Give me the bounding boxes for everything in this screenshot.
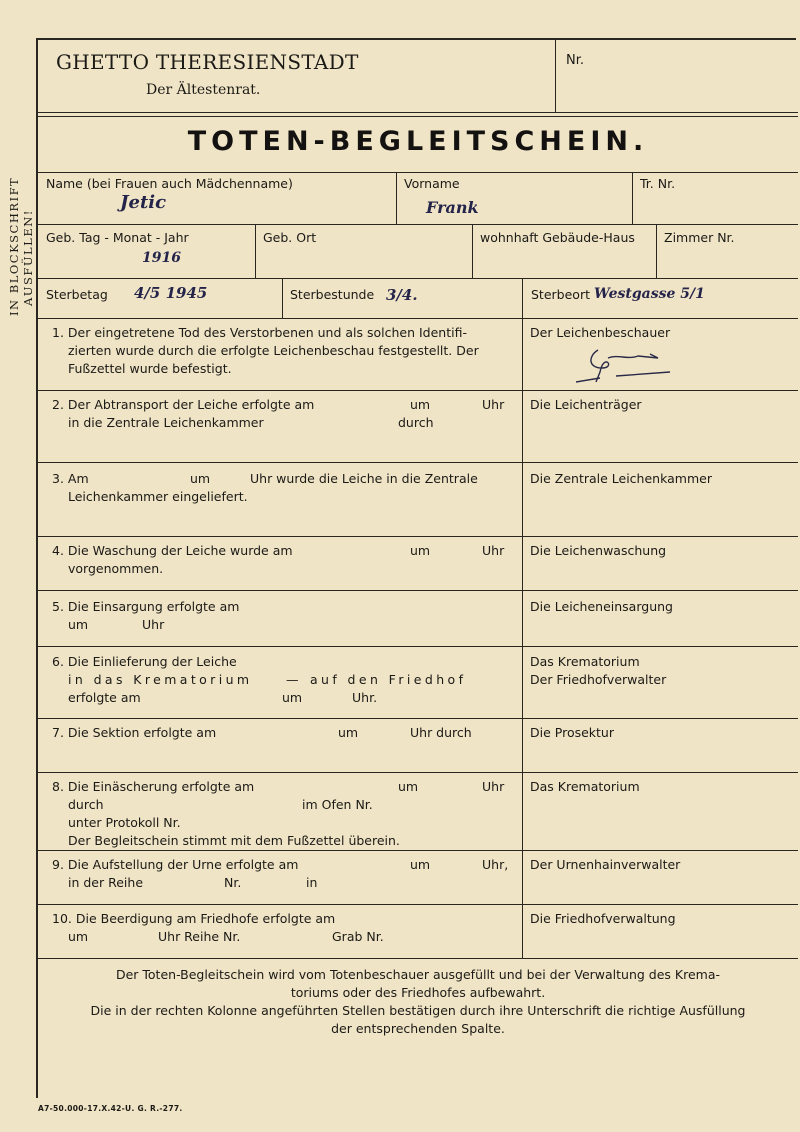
section-4-right: Die Leichenwaschung [530,543,667,558]
divider [38,772,798,773]
name-label: Name (bei Frauen auch Mädchenname) [46,176,293,191]
divider [38,958,798,959]
section-7-line1: 7. Die Sektion erfolgte am [52,725,217,740]
section-8-ofen: im Ofen Nr. [302,797,373,812]
section-10-line1: 10. Die Beerdigung am Friedhofe erfolgte am [52,911,336,926]
section-line: zierten wurde durch die erfolgte Leichenbeschau festgestellt. Der [68,343,479,358]
divider [632,172,633,224]
divider [38,318,798,319]
section-7-uhr: Uhr durch [410,725,472,740]
section-9-right: Der Urnenhainverwalter [530,857,681,872]
section-10-uhr: Uhr Reihe Nr. [158,929,241,944]
divider [282,278,283,318]
signature [558,338,718,388]
section-8-line3: unter Protokoll Nr. [68,815,181,830]
section-4-um: um [410,543,431,558]
section-9-nr: Nr. [224,875,242,890]
section-7-right: Die Prosektur [530,725,614,740]
section-9-um: um [410,857,431,872]
geb-ort-label: Geb. Ort [263,230,317,245]
sterbetag-label: Sterbetag [46,287,108,302]
section-2-um: um [410,397,431,412]
section-5-line2: um [68,617,89,632]
divider [38,390,798,391]
section-5-right: Die Leicheneinsargung [530,599,673,614]
org-sub: Der Ältestenrat. [146,82,261,98]
divider [38,904,798,905]
section-8-line4: Der Begleitschein stimmt mit dem Fußzettel überein. [68,833,400,848]
section-2-line2: in die Zentrale Leichenkammer [68,415,264,430]
death-certificate-form [36,38,796,1098]
divider [555,40,556,112]
geb-tag-value: 1916 [142,250,181,266]
section-8-right: Das Krematorium [530,779,640,794]
sterbestunde-label: Sterbestunde [290,287,375,302]
footer-line: toriums oder des Friedhofes aufbewahrt. [290,985,546,1000]
vorname-label: Vorname [404,176,460,191]
print-code: A7-50.000-17.X.42-U. G. R.-277. [38,1104,183,1113]
section-3-um: um [190,471,211,486]
tr-nr-label: Tr. Nr. [640,176,676,191]
divider [38,536,798,537]
divider [38,278,798,279]
section-6-sep: — [286,672,299,687]
section-line: 1. Der eingetretene Tod des Verstorbenen und als solchen Identifi- [52,325,467,340]
section-10-right: Die Friedhofverwaltung [530,911,676,926]
divider [396,172,397,224]
section-1-right: Der Leichenbeschauer [530,325,671,340]
section-1-text [52,324,514,378]
section-3-rest: Uhr wurde die Leiche in die Zentrale [250,471,478,486]
divider [38,172,798,173]
section-2-line1: 2. Der Abtransport der Leiche erfolgte am [52,397,315,412]
divider [656,224,657,278]
zimmer-label: Zimmer Nr. [664,230,735,245]
form-title: TOTEN-BEGLEITSCHEIN. [187,126,649,157]
divider [38,646,798,647]
divider [522,278,523,318]
divider [38,224,798,225]
section-6-um: um [282,690,303,705]
divider [38,850,798,851]
org-name: GHETTO THERESIENSTADT [56,50,359,74]
divider [38,116,798,117]
section-6-right2: Der Friedhofverwalter [530,672,667,687]
divider [38,718,798,719]
section-4-line2: vorgenommen. [68,561,164,576]
section-9-uhr: Uhr, [482,857,509,872]
section-4-uhr: Uhr [482,543,505,558]
section-9-in: in [306,875,318,890]
name-value: Jetic [120,192,167,213]
section-2-right: Die Leichenträger [530,397,642,412]
divider [38,462,798,463]
footer-line: Der Toten-Begleitschein wird vom Totenbeschauer ausgefüllt und bei der Verwaltung des Krema- [115,967,721,982]
section-9-line1: 9. Die Aufstellung der Urne erfolgte am [52,857,299,872]
sterbestunde-value: 3/4. [386,286,418,304]
geb-tag-label: Geb. Tag - Monat - Jahr [46,230,189,245]
section-3-right: Die Zentrale Leichenkammer [530,471,712,486]
section-10-grab: Grab Nr. [332,929,384,944]
section-2-uhr: Uhr [482,397,505,412]
section-7-um: um [338,725,359,740]
section-8-um: um [398,779,419,794]
section-4-line1: 4. Die Waschung der Leiche wurde am [52,543,293,558]
section-10-line2: um [68,929,89,944]
section-8-line1: 8. Die Einäscherung erfolgte am [52,779,255,794]
footer-line: der entsprechenden Spalte. [331,1021,505,1036]
section-6-right: Das Krematorium [530,654,640,669]
divider [38,112,798,113]
footer-note [38,966,798,1038]
side-instruction-line2: AUSFÜLLEN! [21,209,35,306]
section-6-line2: in das Krematorium [68,672,253,687]
section-3-line2: Leichenkammer eingeliefert. [68,489,248,504]
section-3-line1: 3. Am [52,471,89,486]
section-5-line1: 5. Die Einsargung erfolgte am [52,599,240,614]
section-6-uhr: Uhr. [352,690,378,705]
nr-label: Nr. [566,53,585,68]
sterbeort-label: Sterbeort [531,287,590,302]
section-8-uhr: Uhr [482,779,505,794]
column-divider [522,318,523,958]
sterbeort-value: Westgasse 5/1 [594,286,705,302]
section-5-uhr: Uhr [142,617,165,632]
divider [38,590,798,591]
section-8-line2: durch [68,797,104,812]
section-6-line3: erfolgte am [68,690,141,705]
divider [472,224,473,278]
section-6-line1: 6. Die Einlieferung der Leiche [52,654,237,669]
vorname-value: Frank [426,198,479,217]
wohnhaft-label: wohnhaft Gebäude-Haus [480,230,635,245]
section-2-durch: durch [398,415,434,430]
section-6-friedhof: auf den Friedhof [310,672,467,687]
section-line: Fußzettel wurde befestigt. [68,361,232,376]
sterbetag-value: 4/5 1945 [134,284,208,302]
section-9-line2: in der Reihe [68,875,144,890]
footer-line: Die in der rechten Kolonne angeführten Stellen bestätigen durch ihre Unterschrift die richtige Ausfüllung [90,1003,746,1018]
side-instruction-line1: IN BLOCKSCHRIFT [7,176,21,316]
divider [255,224,256,278]
